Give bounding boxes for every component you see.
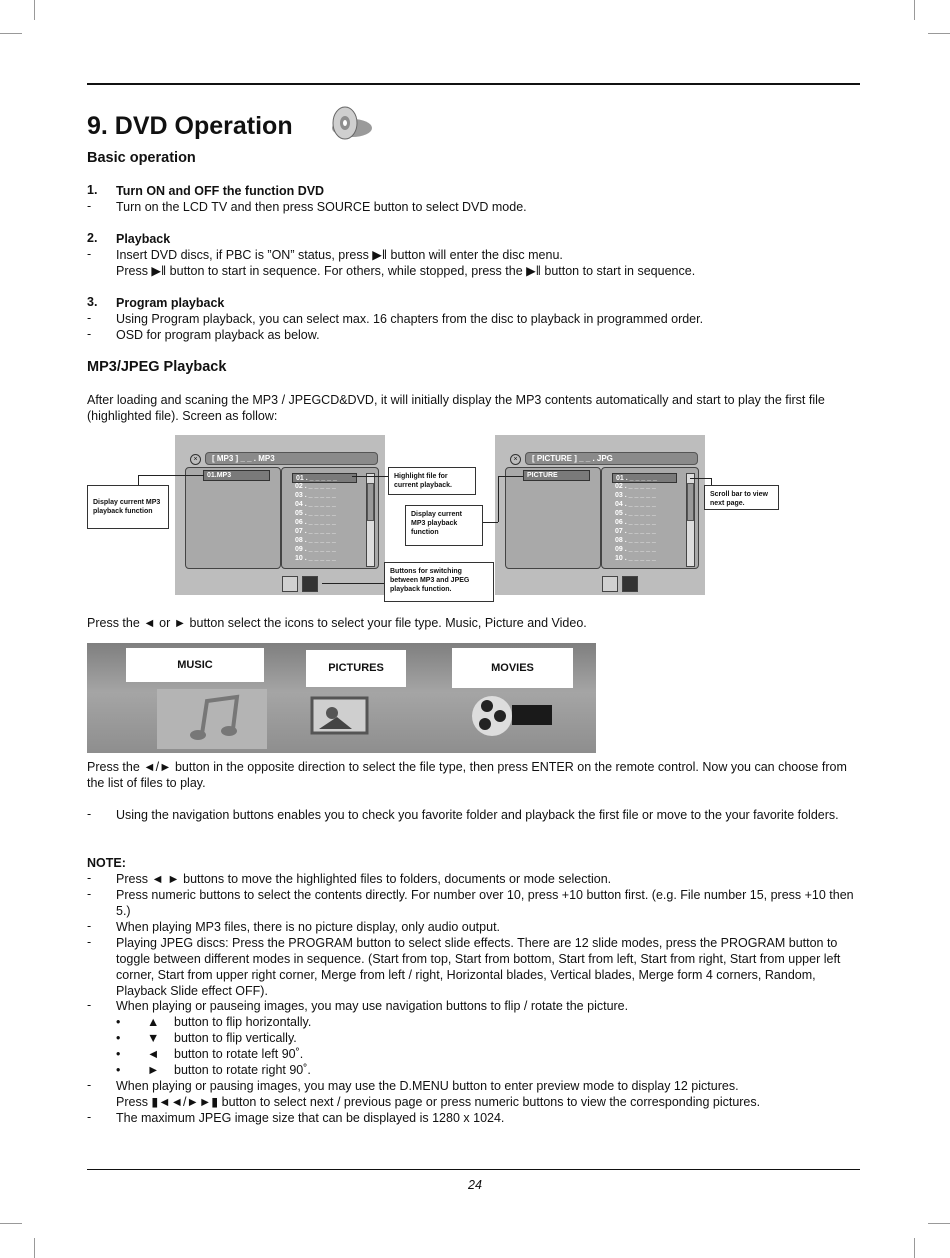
bullet-symbol: ▼ <box>147 1031 160 1045</box>
file-item: 05 . _ _ _ _ _ <box>295 510 336 517</box>
note-heading: NOTE: <box>87 856 126 870</box>
dash: - <box>87 919 92 933</box>
item-title: Program playback <box>116 296 225 310</box>
close-icon: × <box>510 454 521 465</box>
file-item-highlighted: 01 . _ _ _ _ _ <box>292 473 357 483</box>
dash: - <box>87 998 92 1012</box>
leader-line <box>138 475 139 485</box>
file-item: 10 . _ _ _ _ _ <box>295 555 336 562</box>
crop-mark <box>34 1238 35 1258</box>
file-item: 08 . _ _ _ _ _ <box>615 537 656 544</box>
bullet-symbol: ► <box>147 1063 160 1077</box>
music-mode-icon[interactable] <box>602 576 618 592</box>
note-line: Press numeric buttons to select the contents directly. For number over 10, press +10 button first. (e.g. File number 15, press +10 then 5.) <box>116 888 854 918</box>
bottom-rule <box>87 1169 860 1170</box>
dash: - <box>87 1078 92 1092</box>
leader-line <box>483 522 498 523</box>
file-item: 07 . _ _ _ _ _ <box>615 528 656 535</box>
item-text: OSD for program playback as below. <box>116 328 320 342</box>
leader-line <box>711 478 712 485</box>
page-title: 9. DVD Operation <box>87 112 293 140</box>
leader-line <box>138 475 204 476</box>
note-line: When playing or pausing images, you may use the D.MENU button to enter preview mode to display 12 pictures. <box>116 1079 739 1093</box>
item-number: 1. <box>87 183 98 197</box>
item-text: Turn on the LCD TV and then press SOURCE button to select DVD mode. <box>116 200 527 214</box>
note-line: When playing MP3 files, there is no picture display, only audio output. <box>116 920 501 934</box>
folder-item: 01.MP3 <box>203 470 270 481</box>
item-title: Playback <box>116 232 171 246</box>
top-rule <box>87 83 860 85</box>
picture-icon <box>307 693 387 738</box>
picture-mode-icon[interactable] <box>622 576 638 592</box>
leader-line <box>690 478 712 479</box>
bullet-text: button to rotate right 90˚. <box>174 1063 311 1077</box>
dash: - <box>87 199 92 213</box>
movie-reel-icon <box>467 691 557 741</box>
crop-mark <box>928 33 950 34</box>
leader-line <box>352 476 388 477</box>
folder-panel <box>505 467 601 569</box>
crop-mark <box>914 0 915 20</box>
close-icon: × <box>190 454 201 465</box>
item-number: 3. <box>87 295 98 309</box>
mp3-heading: MP3/JPEG Playback <box>87 359 227 375</box>
dash: - <box>87 247 92 261</box>
scroll-thumb[interactable] <box>367 483 374 521</box>
crop-mark <box>914 1238 915 1258</box>
file-item: 02 . _ _ _ _ _ <box>615 483 656 490</box>
file-item: 02 . _ _ _ _ _ <box>295 483 336 490</box>
file-item: 04 . _ _ _ _ _ <box>615 501 656 508</box>
osd-header: [ PICTURE ] _ _ . JPG <box>525 452 698 465</box>
bullet-dot: • <box>116 1047 121 1061</box>
file-item: 03 . _ _ _ _ _ <box>615 492 656 499</box>
select-instruction: Press the ◄ or ► button select the icons to select your file type. Music, Picture and Video. <box>87 616 587 630</box>
bullet-text: button to rotate left 90˚. <box>174 1047 304 1061</box>
dash: - <box>87 871 92 885</box>
picture-mode-icon[interactable] <box>302 576 318 592</box>
file-type-selector-photo <box>87 643 596 753</box>
bullet-dot: • <box>116 1063 121 1077</box>
note-line: Press ◄ ► buttons to move the highlighted files to folders, documents or mode selection. <box>116 872 612 886</box>
dash: - <box>87 887 92 901</box>
nav-note: Using the navigation buttons enables you to check you favorite folder and playback the first file or move to the your favorite folders. <box>116 808 839 822</box>
item-text: Press ▶‖ button to start in sequence. For others, while stopped, press the ▶‖ button to start in sequence. <box>116 264 696 278</box>
music-label[interactable]: MUSIC <box>126 648 264 682</box>
leader-line <box>498 476 523 477</box>
leader-line <box>322 583 384 584</box>
crop-mark <box>34 0 35 20</box>
mp3-intro: After loading and scaning the MP3 / JPEGCD&DVD, it will initially display the MP3 contents automatically and start to play the first file (highlighted file). Screen as follow: <box>87 393 825 423</box>
folder-item: PICTURE <box>523 470 590 481</box>
dash: - <box>87 1110 92 1124</box>
crop-mark <box>0 1223 22 1224</box>
note-line: Press ▮◄◄/►►▮ button to select next / previous page or press numeric buttons to view the corresponding pictures. <box>116 1095 761 1109</box>
callout-highlight: Highlight file for current playback. <box>388 467 476 495</box>
dash: - <box>87 935 92 949</box>
bullet-text: button to flip horizontally. <box>174 1015 312 1029</box>
bullet-symbol: ▲ <box>147 1015 160 1029</box>
file-item: 06 . _ _ _ _ _ <box>615 519 656 526</box>
file-item: 04 . _ _ _ _ _ <box>295 501 336 508</box>
after-photo-text: Press the ◄/► button in the opposite direction to select the file type, then press ENTER on the remote control. Now you can choose from the list of files to play. <box>87 760 847 790</box>
leader-line <box>498 476 499 522</box>
dash: - <box>87 311 92 325</box>
pictures-label[interactable]: PICTURES <box>306 650 406 687</box>
disc-icon <box>326 104 374 142</box>
bullet-text: button to flip vertically. <box>174 1031 297 1045</box>
music-mode-icon[interactable] <box>282 576 298 592</box>
callout-buttons: Buttons for switching between MP3 and JPEG playback function. <box>384 562 494 602</box>
callout-scroll: Scroll bar to view next page. <box>704 485 779 510</box>
bullet-dot: • <box>116 1015 121 1029</box>
file-item: 08 . _ _ _ _ _ <box>295 537 336 544</box>
file-item: 06 . _ _ _ _ _ <box>295 519 336 526</box>
osd-mp3-screen <box>175 435 385 595</box>
file-item: 03 . _ _ _ _ _ <box>295 492 336 499</box>
bullet-symbol: ◄ <box>147 1047 160 1061</box>
callout-display-current: Display current MP3 playback function <box>405 505 483 546</box>
dash: - <box>87 327 92 341</box>
note-line: The maximum JPEG image size that can be displayed is 1280 x 1024. <box>116 1111 505 1125</box>
item-text: Using Program playback, you can select max. 16 chapters from the disc to playback in programmed order. <box>116 312 704 326</box>
dash: - <box>87 807 92 821</box>
item-text: Insert DVD discs, if PBC is ”ON” status, press ▶‖ button will enter the disc menu. <box>116 248 563 262</box>
note-line: Playing JPEG discs: Press the PROGRAM button to select slide effects. There are 12 slide modes, press the PROGRAM button to toggle between different modes in sequence. (Start from top, Start from bottom, Start from left, Start from right, Start from upper left corner, Start from upper right corner, Merge from left / right, Horizontal blades, Vertical blades, Merge form 4 corners, Random, Playback Slide effect OFF). <box>116 936 841 998</box>
file-item: 05 . _ _ _ _ _ <box>615 510 656 517</box>
file-item: 09 . _ _ _ _ _ <box>295 546 336 553</box>
music-note-icon <box>157 689 267 749</box>
page-number: 24 <box>468 1178 482 1192</box>
bullet-dot: • <box>116 1031 121 1045</box>
file-item: 10 . _ _ _ _ _ <box>615 555 656 562</box>
folder-panel <box>185 467 281 569</box>
movies-label[interactable]: MOVIES <box>452 648 573 688</box>
callout-display-function: Display current MP3 playback function <box>87 485 169 529</box>
file-item: 09 . _ _ _ _ _ <box>615 546 656 553</box>
item-number: 2. <box>87 231 98 245</box>
crop-mark <box>928 1223 950 1224</box>
scroll-thumb[interactable] <box>687 483 694 521</box>
file-item: 07 . _ _ _ _ _ <box>295 528 336 535</box>
crop-mark <box>0 33 22 34</box>
note-line: When playing or pauseing images, you may use navigation buttons to flip / rotate the picture. <box>116 999 629 1013</box>
file-item-highlighted: 01 . _ _ _ _ _ <box>612 473 677 483</box>
osd-jpeg-screen <box>495 435 705 595</box>
osd-header: [ MP3 ] _ _ . MP3 <box>205 452 378 465</box>
item-title: Turn ON and OFF the function DVD <box>116 184 325 198</box>
basic-heading: Basic operation <box>87 150 196 166</box>
